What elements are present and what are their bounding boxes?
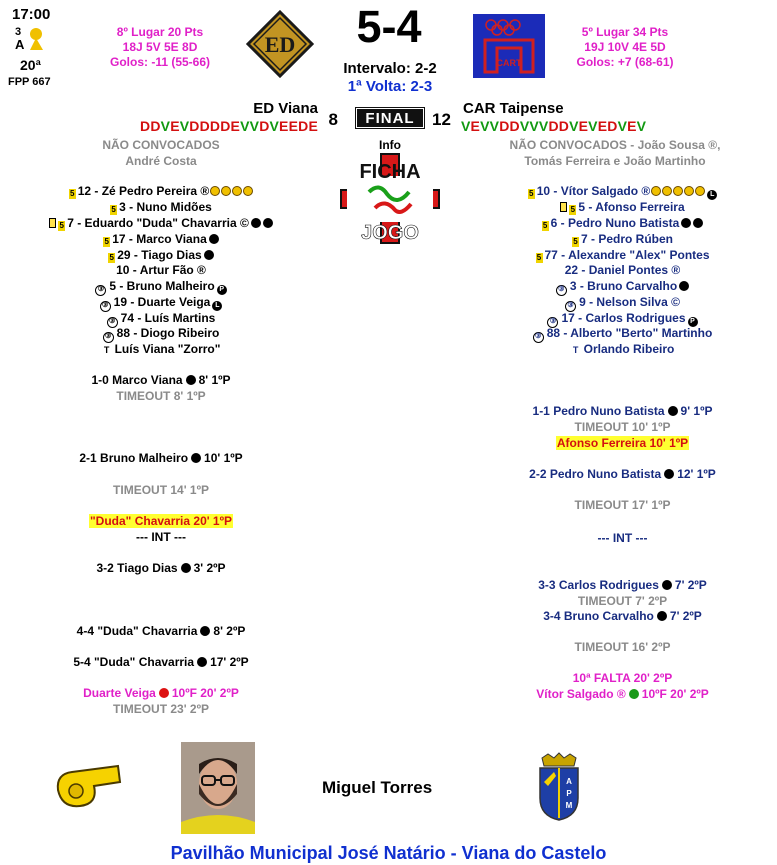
event-text: 5-4 "Duda" Chavarria — [73, 655, 195, 669]
green-card-icon — [629, 689, 639, 699]
starter-badge-icon: 5 — [529, 189, 534, 198]
goal-dot-icon — [186, 375, 196, 385]
form-result: V — [249, 118, 260, 134]
player-name: 74 - Luís Martins — [120, 311, 216, 325]
form-result: V — [529, 118, 539, 134]
venue-name[interactable]: Pavilhão Municipal José Natário - Viana do Castelo — [170, 843, 607, 863]
referee-photo — [181, 742, 255, 834]
home-player-row[interactable] — [0, 279, 322, 296]
event-time: 3' 2ºP — [193, 561, 226, 575]
event-text: --- INT --- — [136, 530, 186, 544]
home-event-row — [0, 514, 322, 528]
away-event-row — [460, 687, 777, 701]
form-result: V — [489, 118, 500, 134]
event-text: TIMEOUT 16' 2ºP — [574, 640, 671, 654]
bench-box-icon — [49, 218, 56, 228]
sub-badge-icon: ③ — [547, 317, 558, 328]
goal-dot-icon — [657, 611, 667, 621]
coach-name: Orlando Ribeiro — [583, 342, 675, 356]
event-text: 4-4 "Duda" Chavarria — [76, 624, 198, 638]
form-result: D — [220, 118, 231, 134]
yellow-dot-icon — [662, 186, 672, 196]
player-name: 3 - Nuno Midões — [119, 200, 212, 214]
halftime-score: Intervalo: 2-2 — [343, 60, 437, 77]
goal-dot-icon — [693, 218, 703, 228]
away-absent-line-1 — [460, 138, 770, 152]
player-name: 77 - Alexandre "Alex" Pontes — [544, 248, 710, 262]
home-event-row — [0, 624, 322, 638]
final-badge: FINAL — [356, 108, 424, 128]
home-event-row — [0, 483, 322, 497]
goal-dot-icon — [679, 281, 689, 291]
kickoff-time: 17:00 — [12, 6, 51, 23]
yellow-dot-icon — [221, 186, 231, 196]
penalty-goal-icon: P — [217, 285, 227, 295]
home-event-row — [0, 389, 322, 403]
form-result: V — [160, 118, 171, 134]
away-absent-names: - João Sousa ®, — [630, 138, 721, 152]
away-event-row — [460, 640, 777, 654]
sub-badge-icon: ③ — [107, 317, 118, 328]
away-player-row[interactable] — [460, 216, 777, 231]
goal-dot-icon — [181, 563, 191, 573]
away-event-row — [460, 420, 777, 434]
event-text: TIMEOUT 8' 1ºP — [116, 389, 206, 403]
player-name: 12 - Zé Pedro Pereira ® — [77, 184, 210, 198]
player-name: 6 - Pedro Nuno Batista — [550, 216, 680, 230]
form-result: E — [627, 118, 637, 134]
goal-dot-icon — [668, 406, 678, 416]
green-card-icon: L — [707, 190, 717, 200]
yellow-dot-icon — [232, 186, 242, 196]
whistle-icon — [52, 760, 124, 813]
event-time: 10ºF 20' 2ºP — [641, 687, 709, 701]
red-card-icon — [159, 688, 169, 698]
away-player-row[interactable] — [460, 200, 777, 215]
away-event-row — [460, 609, 777, 623]
home-event-row — [0, 530, 322, 544]
event-text: 1-1 Pedro Nuno Batista — [532, 404, 665, 418]
away-absent-label: NÃO CONVOCADOS — [509, 138, 627, 152]
away-team-crest[interactable] — [473, 14, 545, 78]
coach-icon: T — [572, 345, 579, 355]
home-event-row — [0, 655, 322, 669]
competition-code: FPP 667 — [8, 76, 51, 88]
match-score: 5-4 — [356, 1, 422, 52]
player-name: 10 - Vítor Salgado ® — [536, 184, 651, 198]
home-player-row[interactable] — [0, 232, 322, 247]
sub-badge-icon: ③ — [556, 285, 567, 296]
coach-name: Luís Viana "Zorro" — [114, 342, 221, 356]
player-name: 7 - Pedro Rúben — [580, 232, 673, 246]
player-name: 17 - Marco Viana — [112, 232, 207, 246]
form-result: D — [607, 118, 618, 134]
penalty-goal-icon: P — [688, 317, 698, 327]
sub-badge-icon: ③ — [565, 301, 576, 312]
starter-badge-icon: 5 — [542, 221, 548, 230]
form-result: V — [538, 118, 549, 134]
home-standing-goals: Golos: -11 (55-66) — [109, 55, 211, 69]
event-text: Duarte Veiga — [83, 686, 156, 700]
away-event-row — [460, 436, 777, 450]
home-player-row[interactable] — [0, 326, 322, 343]
event-text: 3-3 Carlos Rodrigues — [538, 578, 659, 592]
referee-name[interactable]: Miguel Torres — [322, 778, 433, 797]
sub-badge-icon: ③ — [100, 301, 111, 312]
sub-badge-icon: ③ — [103, 332, 114, 343]
sub-badge-icon: ③ — [95, 285, 106, 296]
referee-association-crest — [536, 752, 582, 825]
player-name: 88 - Alberto "Berto" Martinho — [546, 326, 713, 340]
away-player-row[interactable] — [460, 248, 777, 263]
home-player-row[interactable] — [0, 295, 322, 312]
away-event-row — [460, 498, 777, 512]
starter-badge-icon: 5 — [573, 237, 578, 246]
home-absent-names: André Costa — [125, 154, 197, 168]
starter-badge-icon: 5 — [109, 253, 114, 262]
player-name: 19 - Duarte Veiga — [113, 295, 211, 309]
home-standing-position: 8º Lugar 20 Pts — [116, 25, 204, 39]
away-event-row — [460, 467, 777, 481]
jogo-text: JOGO — [361, 222, 419, 244]
event-text: TIMEOUT 17' 1ºP — [574, 498, 671, 512]
form-result: E — [470, 118, 481, 134]
event-text: 1-0 Marco Viana — [91, 373, 183, 387]
form-result: V — [269, 118, 280, 134]
home-form-streak — [140, 118, 318, 134]
event-time: 8' 2ºP — [213, 624, 246, 638]
starter-badge-icon: 5 — [536, 253, 542, 262]
player-name: 5 - Bruno Malheiro — [109, 279, 215, 293]
player-name: 10 - Artur Fão ® — [116, 263, 206, 277]
yellow-dot-icon — [695, 186, 705, 196]
away-standing-position: 5º Lugar 34 Pts — [581, 25, 669, 39]
form-result: V — [519, 118, 530, 134]
away-event-row — [460, 578, 777, 592]
player-name: 29 - Tiago Dias — [117, 248, 202, 262]
player-name: 17 - Carlos Rodrigues — [561, 311, 686, 325]
svg-text:A: A — [15, 37, 25, 52]
player-name: 88 - Diogo Ribeiro — [116, 326, 220, 340]
svg-text:A: A — [566, 777, 572, 786]
event-text: TIMEOUT 14' 1ºP — [113, 483, 209, 497]
away-standing-goals: Golos: +7 (68-61) — [576, 55, 674, 69]
away-event-row — [460, 594, 777, 608]
event-text: "Duda" Chavarria 20' 1ºP — [89, 514, 232, 528]
away-player-row[interactable] — [460, 326, 777, 343]
ficha-text: FICHA — [359, 161, 421, 183]
form-result: V — [480, 118, 490, 134]
event-text: TIMEOUT 10' 1ºP — [574, 420, 671, 434]
home-player-row[interactable] — [0, 200, 322, 215]
player-name: 5 - Afonso Ferreira — [578, 200, 685, 214]
svg-text:M: M — [565, 801, 573, 810]
red-card-icon: L — [212, 301, 222, 311]
starter-badge-icon: 5 — [111, 205, 116, 214]
home-player-row[interactable] — [0, 216, 322, 231]
first-leg-score: 1ª Volta: 2-3 — [347, 78, 433, 95]
player-name: 7 - Eduardo "Duda" Chavarria © — [67, 216, 249, 230]
form-result: E — [578, 118, 589, 134]
event-text: TIMEOUT 23' 2ºP — [113, 702, 209, 716]
starter-badge-icon: 5 — [570, 205, 576, 214]
form-result: V — [636, 118, 647, 134]
yellow-dot-icon — [243, 186, 253, 196]
goal-dot-icon — [197, 657, 207, 667]
form-result: E — [308, 118, 318, 134]
goal-dot-icon — [200, 626, 210, 636]
home-event-row — [0, 373, 322, 387]
form-result: E — [279, 118, 289, 134]
form-result: E — [597, 118, 608, 134]
event-text: 3-2 Tiago Dias — [96, 561, 178, 575]
event-time: 7' 2ºP — [669, 609, 702, 623]
away-event-row — [460, 404, 777, 418]
form-result: D — [548, 118, 559, 134]
goal-dot-icon — [204, 250, 214, 260]
goal-dot-icon — [191, 453, 201, 463]
event-time: 8' 1ºP — [198, 373, 231, 387]
form-result: D — [509, 118, 520, 134]
form-result: D — [298, 118, 309, 134]
competition-badge-icon — [14, 24, 48, 52]
form-result: E — [288, 118, 299, 134]
home-event-row — [0, 702, 322, 716]
info-label[interactable]: Info — [379, 138, 401, 152]
event-time: 10' 1ºP — [204, 451, 243, 465]
goal-dot-icon — [251, 218, 261, 228]
event-time: 10ºF 20' 2ºP — [171, 686, 239, 700]
goal-dot-icon — [209, 234, 219, 244]
home-coach-row[interactable] — [0, 342, 322, 356]
svg-text:P: P — [566, 789, 572, 798]
event-text: Vítor Salgado ® — [536, 687, 626, 701]
home-event-row — [0, 686, 322, 700]
event-time: 12' 1ºP — [677, 467, 716, 481]
form-result: V — [588, 118, 598, 134]
away-rank: 12 — [432, 110, 451, 129]
form-result: D — [150, 118, 161, 134]
svg-text:3: 3 — [15, 26, 22, 38]
home-team-name[interactable]: ED Viana — [253, 100, 318, 117]
yellow-dot-icon — [684, 186, 694, 196]
form-result: V — [461, 118, 471, 134]
yellow-dot-icon — [673, 186, 683, 196]
starter-badge-icon: 5 — [59, 221, 64, 230]
away-player-row[interactable] — [460, 279, 777, 296]
bench-box-icon — [560, 202, 567, 212]
svg-text:ED: ED — [264, 32, 296, 57]
away-coach-row[interactable] — [460, 342, 777, 356]
event-time: 9' 1ºP — [680, 404, 713, 418]
form-result: D — [140, 118, 151, 134]
form-result: D — [209, 118, 221, 134]
form-result: D — [259, 118, 270, 134]
goal-dot-icon — [681, 218, 691, 228]
form-result: V — [179, 118, 190, 134]
goal-dot-icon — [662, 580, 672, 590]
event-text: 2-1 Bruno Malheiro — [79, 451, 189, 465]
form-result: D — [189, 118, 200, 134]
form-result: D — [558, 118, 570, 134]
round-number: 20ª — [20, 57, 41, 73]
form-result: V — [240, 118, 250, 134]
event-time: 7' 2ºP — [674, 578, 707, 592]
starter-badge-icon: 5 — [69, 189, 75, 198]
home-player-row[interactable] — [0, 184, 322, 199]
event-time: 17' 2ºP — [210, 655, 249, 669]
away-team-name[interactable]: CAR Taipense — [463, 100, 564, 117]
ficha-jogo-logo[interactable] — [339, 152, 441, 245]
event-text: Afonso Ferreira 10' 1ºP — [556, 436, 689, 450]
away-player-row[interactable] — [460, 263, 777, 277]
home-standing-record: 18J 5V 5E 8D — [122, 40, 198, 54]
player-name: 9 - Nelson Silva © — [579, 295, 680, 309]
sub-badge-icon: ③ — [533, 332, 544, 343]
yellow-dot-icon — [210, 186, 220, 196]
away-player-row[interactable] — [460, 232, 777, 247]
form-result: D — [499, 118, 510, 134]
away-player-row[interactable] — [460, 295, 777, 312]
event-text: TIMEOUT 7' 2ºP — [577, 594, 668, 608]
form-result: E — [170, 118, 180, 134]
player-name: 22 - Daniel Pontes ® — [564, 263, 681, 277]
yellow-dot-icon — [651, 186, 661, 196]
goal-dot-icon — [263, 218, 273, 228]
away-form-streak — [461, 118, 646, 134]
home-player-row[interactable] — [0, 248, 322, 263]
away-player-row[interactable] — [460, 184, 777, 200]
home-event-row — [0, 561, 322, 575]
event-text: 2-2 Pedro Nuno Batista — [529, 467, 662, 481]
goal-dot-icon — [664, 469, 674, 479]
player-name: 3 - Bruno Carvalho — [569, 279, 678, 293]
away-standing-record: 19J 10V 4E 5D — [584, 40, 666, 54]
coach-icon: T — [103, 345, 110, 355]
starter-badge-icon: 5 — [104, 237, 109, 246]
away-absent-line-2: Tomás Ferreira e João Martinho — [524, 154, 706, 168]
svg-text:CART: CART — [496, 58, 522, 68]
home-rank: 8 — [328, 110, 338, 129]
event-text: 3-4 Bruno Carvalho — [543, 609, 654, 623]
home-player-row[interactable] — [0, 263, 322, 277]
form-result: V — [569, 118, 579, 134]
form-result: E — [230, 118, 241, 134]
event-text: 10ª FALTA 20' 2ºP — [572, 671, 673, 685]
home-event-row — [0, 451, 322, 465]
event-text: --- INT --- — [597, 531, 648, 545]
away-event-row — [460, 671, 777, 685]
form-result: D — [199, 118, 210, 134]
away-event-row — [460, 531, 777, 545]
form-result: V — [617, 118, 628, 134]
home-absent-label: NÃO CONVOCADOS — [102, 138, 220, 152]
